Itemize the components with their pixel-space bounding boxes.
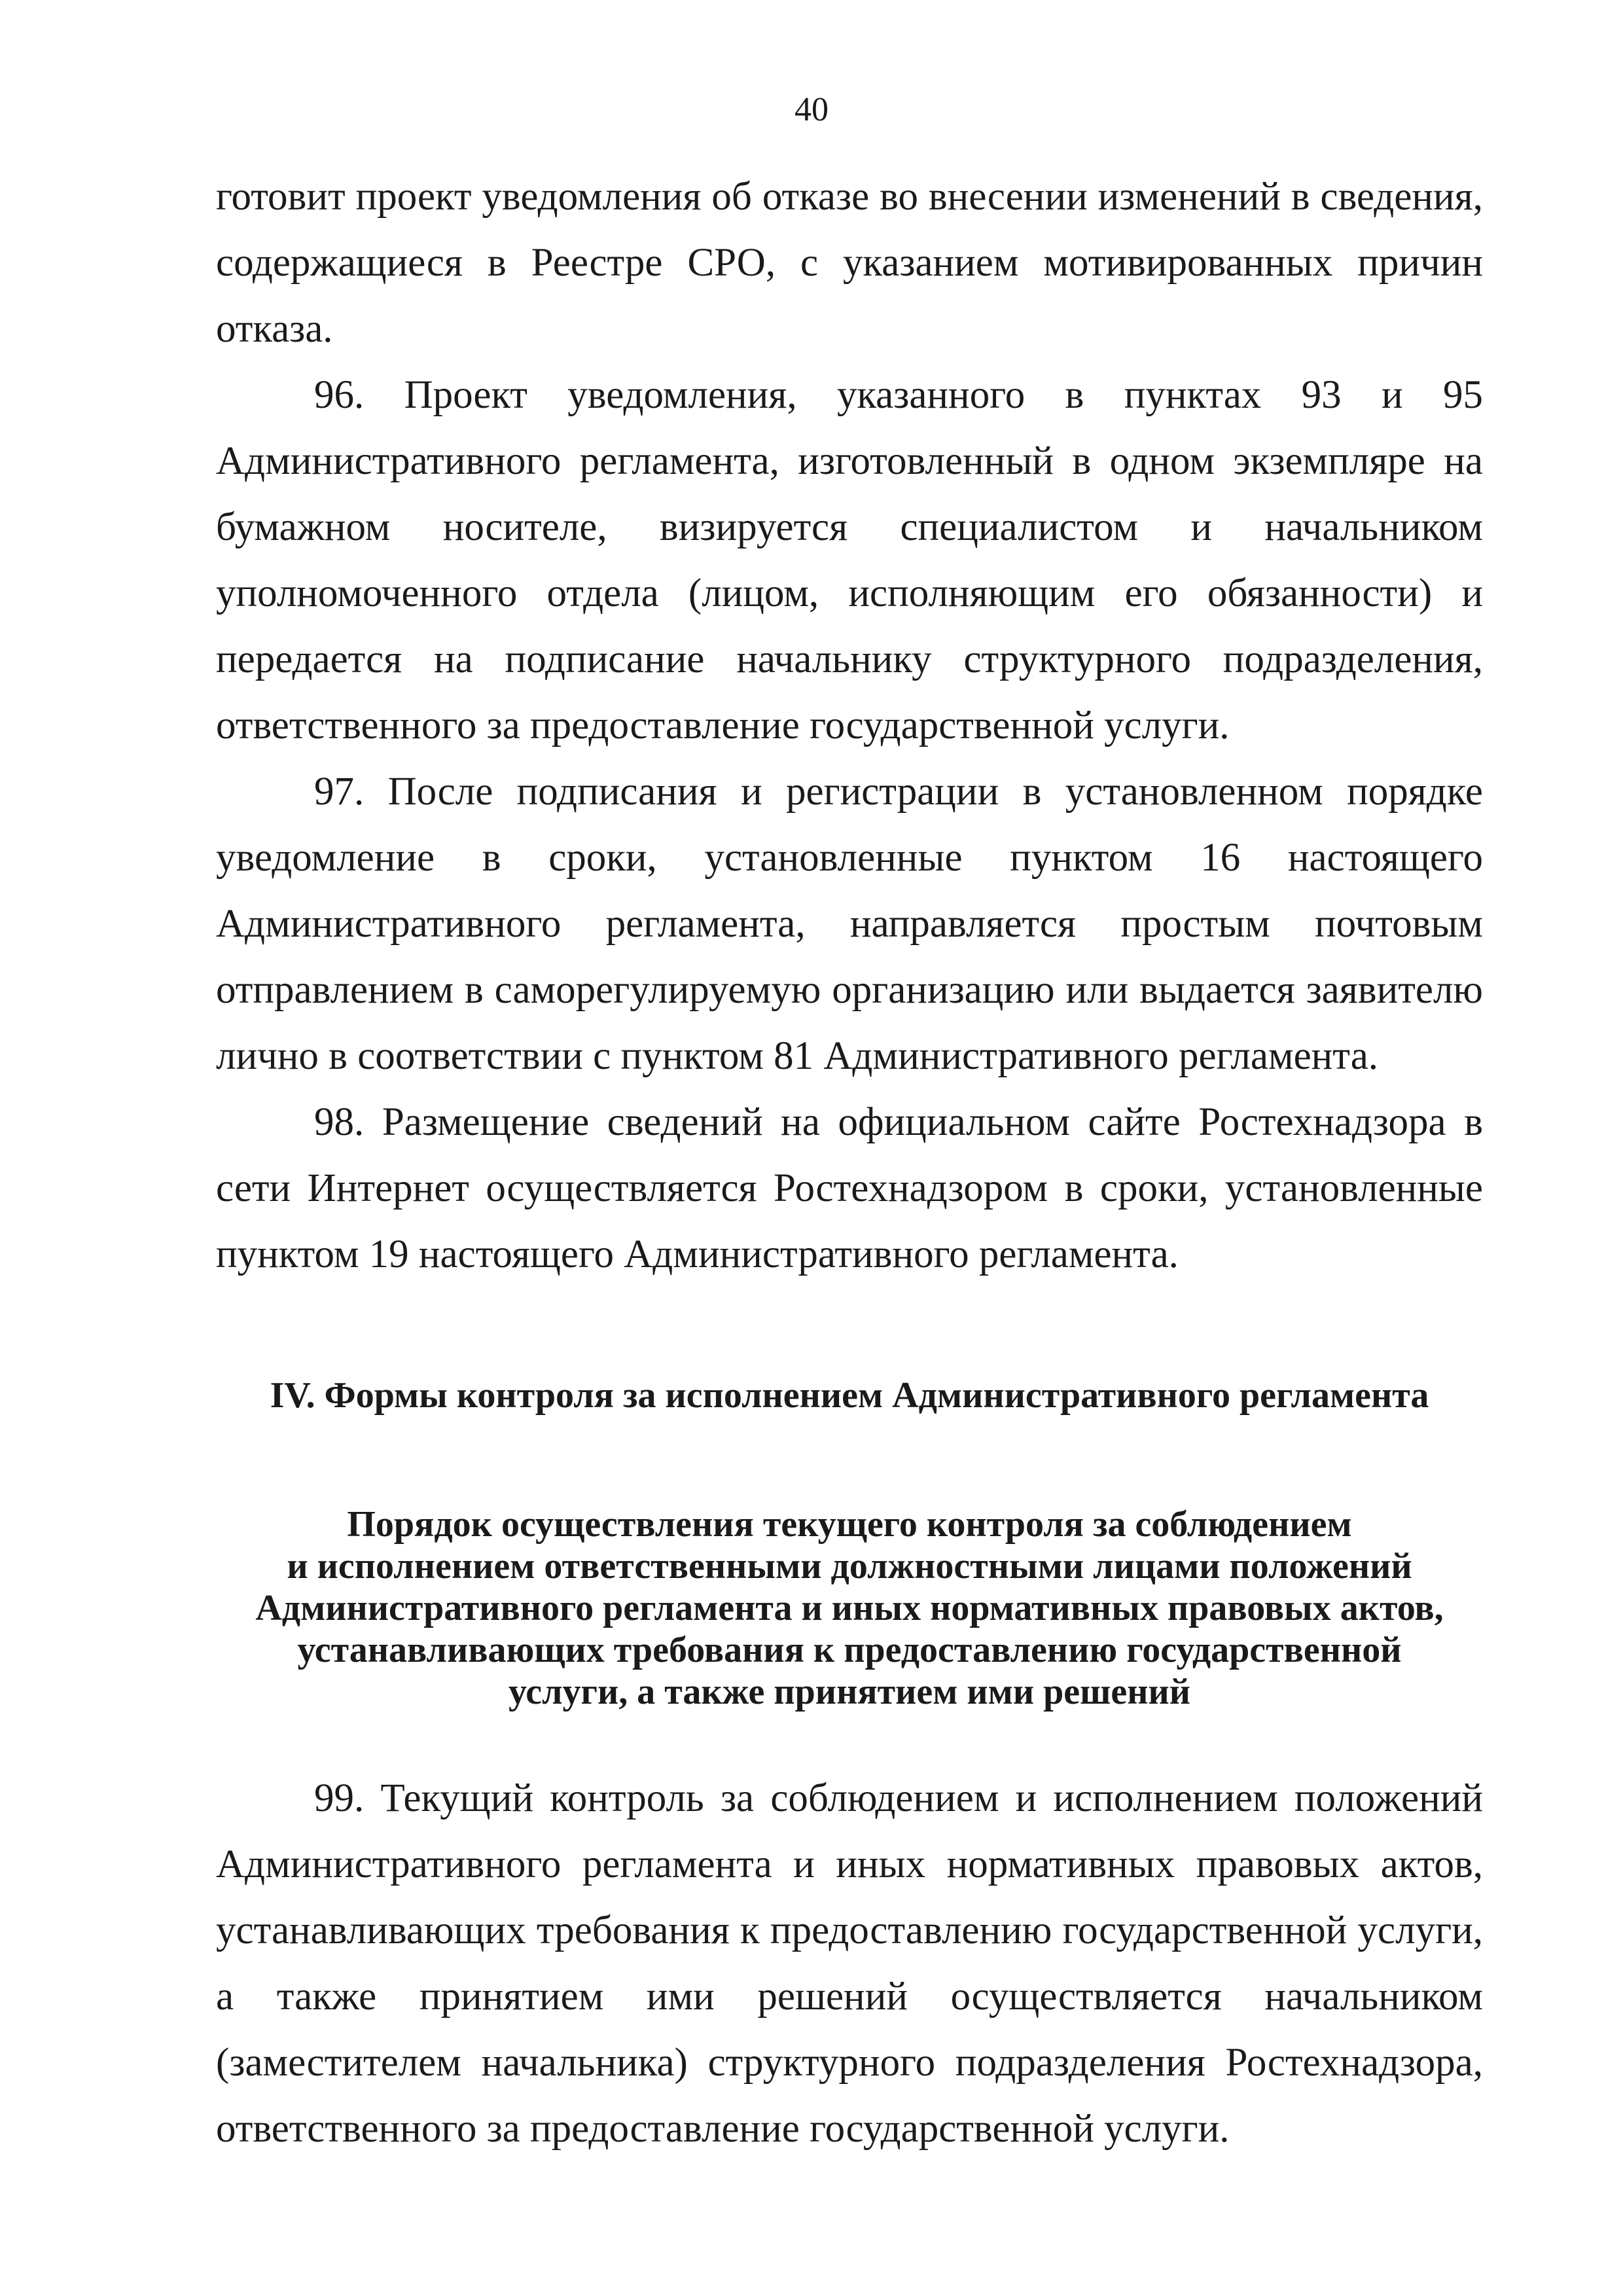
page-content (216, 164, 1483, 2162)
subsection-heading (216, 1503, 1483, 1713)
subsection-heading-line: Административного регламента и иных нормативных правовых актов, (255, 1588, 1444, 1628)
paragraph-98: 98. Размещение сведений на официальном сайте Ростехнадзора в сети Интернет осуществляется Ростехнадзором в сроки, установленные пунктом 19 настоящего Административного регламента. (216, 1100, 1483, 1276)
paragraph-97: 97. После подписания и регистрации в установленном порядке уведомление в сроки, установленные пунктом 16 настоящего Административного регламента, направляется простым почтовым отправлением в саморегулируемую организацию или выдается заявителю лично в соответствии с пунктом 81 Административного регламента. (216, 770, 1483, 1078)
paragraph-99: 99. Текущий контроль за соблюдением и исполнением положений Административного регламента и иных нормативных правовых актов, устанавливающих требования к предоставлению государственной услуги, а также принятием ими решений осуществляется начальником (заместителем начальника) структурного подразделения Ростехнадзора, ответственного за предоставление государственной услуги. (216, 1776, 1483, 2151)
subsection-heading-line: устанавливающих требования к предоставлению государственной (297, 1630, 1402, 1670)
subsection-heading-line: и исполнением ответственными должностными лицами положений (287, 1546, 1412, 1587)
paragraph-96: 96. Проект уведомления, указанного в пунктах 93 и 95 Административного регламента, изготовленный в одном экземпляре на бумажном носителе, визируется специалистом и начальником уполномоченного отдела (лицом, исполняющим его обязанности) и передается на подписание начальнику структурного подразделения, ответственного за предоставление государственной услуги. (216, 373, 1483, 747)
subsection-heading-line: Порядок осуществления текущего контроля за соблюдением (347, 1504, 1352, 1545)
page-number: 40 (794, 91, 829, 128)
paragraph-continuation: готовит проект уведомления об отказе во внесении изменений в сведения, содержащиеся в Реестре СРО, с указанием мотивированных причин отказа. (216, 175, 1483, 351)
subsection-heading-line: услуги, а также принятием ими решений (508, 1672, 1191, 1712)
section-heading: IV. Формы контроля за исполнением Административного регламента (270, 1375, 1429, 1416)
spacer (216, 1713, 1483, 1765)
